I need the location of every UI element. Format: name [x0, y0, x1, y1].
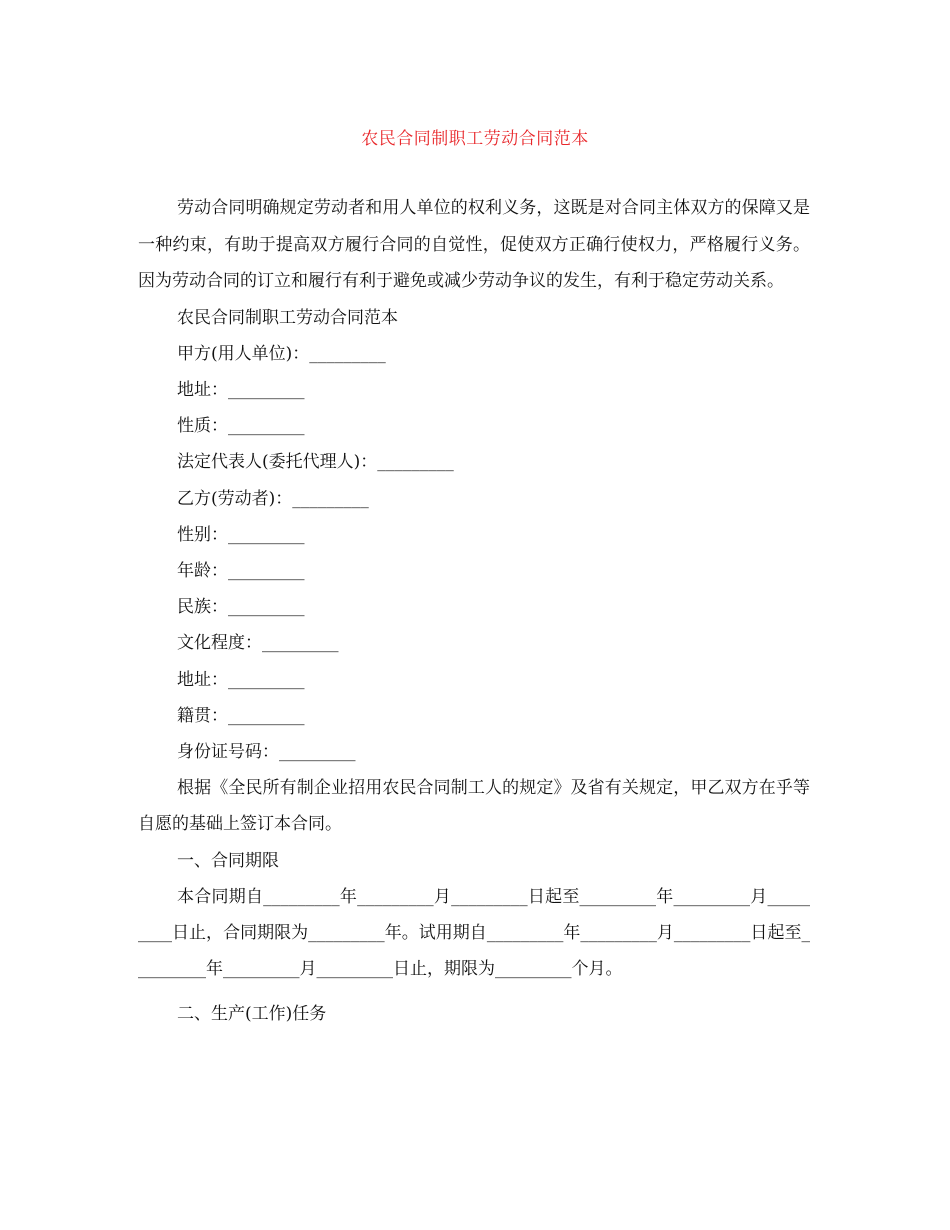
native-place-field: 籍贯：_________	[177, 705, 305, 726]
term-paragraph: 本合同期自_________年_________月_________日起至_________年_________月_________日止，合同期限为_________年。试用期自_________年_________月_________日起至_________年_________月_________日止，期限为_________个月。	[138, 886, 810, 980]
party-b-address-field: 地址：_________	[177, 669, 305, 690]
intro-paragraph: 劳动合同明确规定劳动者和用人单位的权利义务，这既是对合同主体双方的保障又是一种约束，有助于提高双方履行合同的自觉性，促使双方正确行使权力，严格履行义务。因为劳动合同的订立和履行有利于避免或减少劳动争议的发生，有利于稳定劳动关系。	[138, 198, 810, 291]
party-a-nature-field: 性质：_________	[177, 416, 305, 437]
contract-subtitle: 农民合同制职工劳动合同范本	[177, 307, 398, 328]
party-a-field: 甲方(用人单位)：_________	[177, 343, 386, 364]
document-body	[138, 190, 810, 1033]
section-heading-production-task: 二、生产(工作)任务	[177, 1004, 327, 1025]
basis-paragraph: 根据《全民所有制企业招用农民合同制工人的规定》及省有关规定，甲乙双方在乎等自愿的基础上签订本合同。	[138, 778, 810, 835]
party-a-address-field: 地址：_________	[177, 379, 305, 400]
party-b-field: 乙方(劳动者)：_________	[177, 488, 369, 509]
paragraph-gap	[138, 987, 810, 996]
gender-field: 性别：_________	[177, 524, 305, 545]
age-field: 年龄：_________	[177, 560, 305, 581]
section-heading-term: 一、合同期限	[177, 850, 279, 871]
education-field: 文化程度：_________	[177, 633, 339, 654]
legal-representative-field: 法定代表人(委托代理人)：_________	[177, 452, 454, 473]
ethnicity-field: 民族：_________	[177, 597, 305, 618]
id-number-field: 身份证号码：_________	[177, 741, 356, 762]
document-title: 农民合同制职工劳动合同范本	[361, 129, 589, 149]
